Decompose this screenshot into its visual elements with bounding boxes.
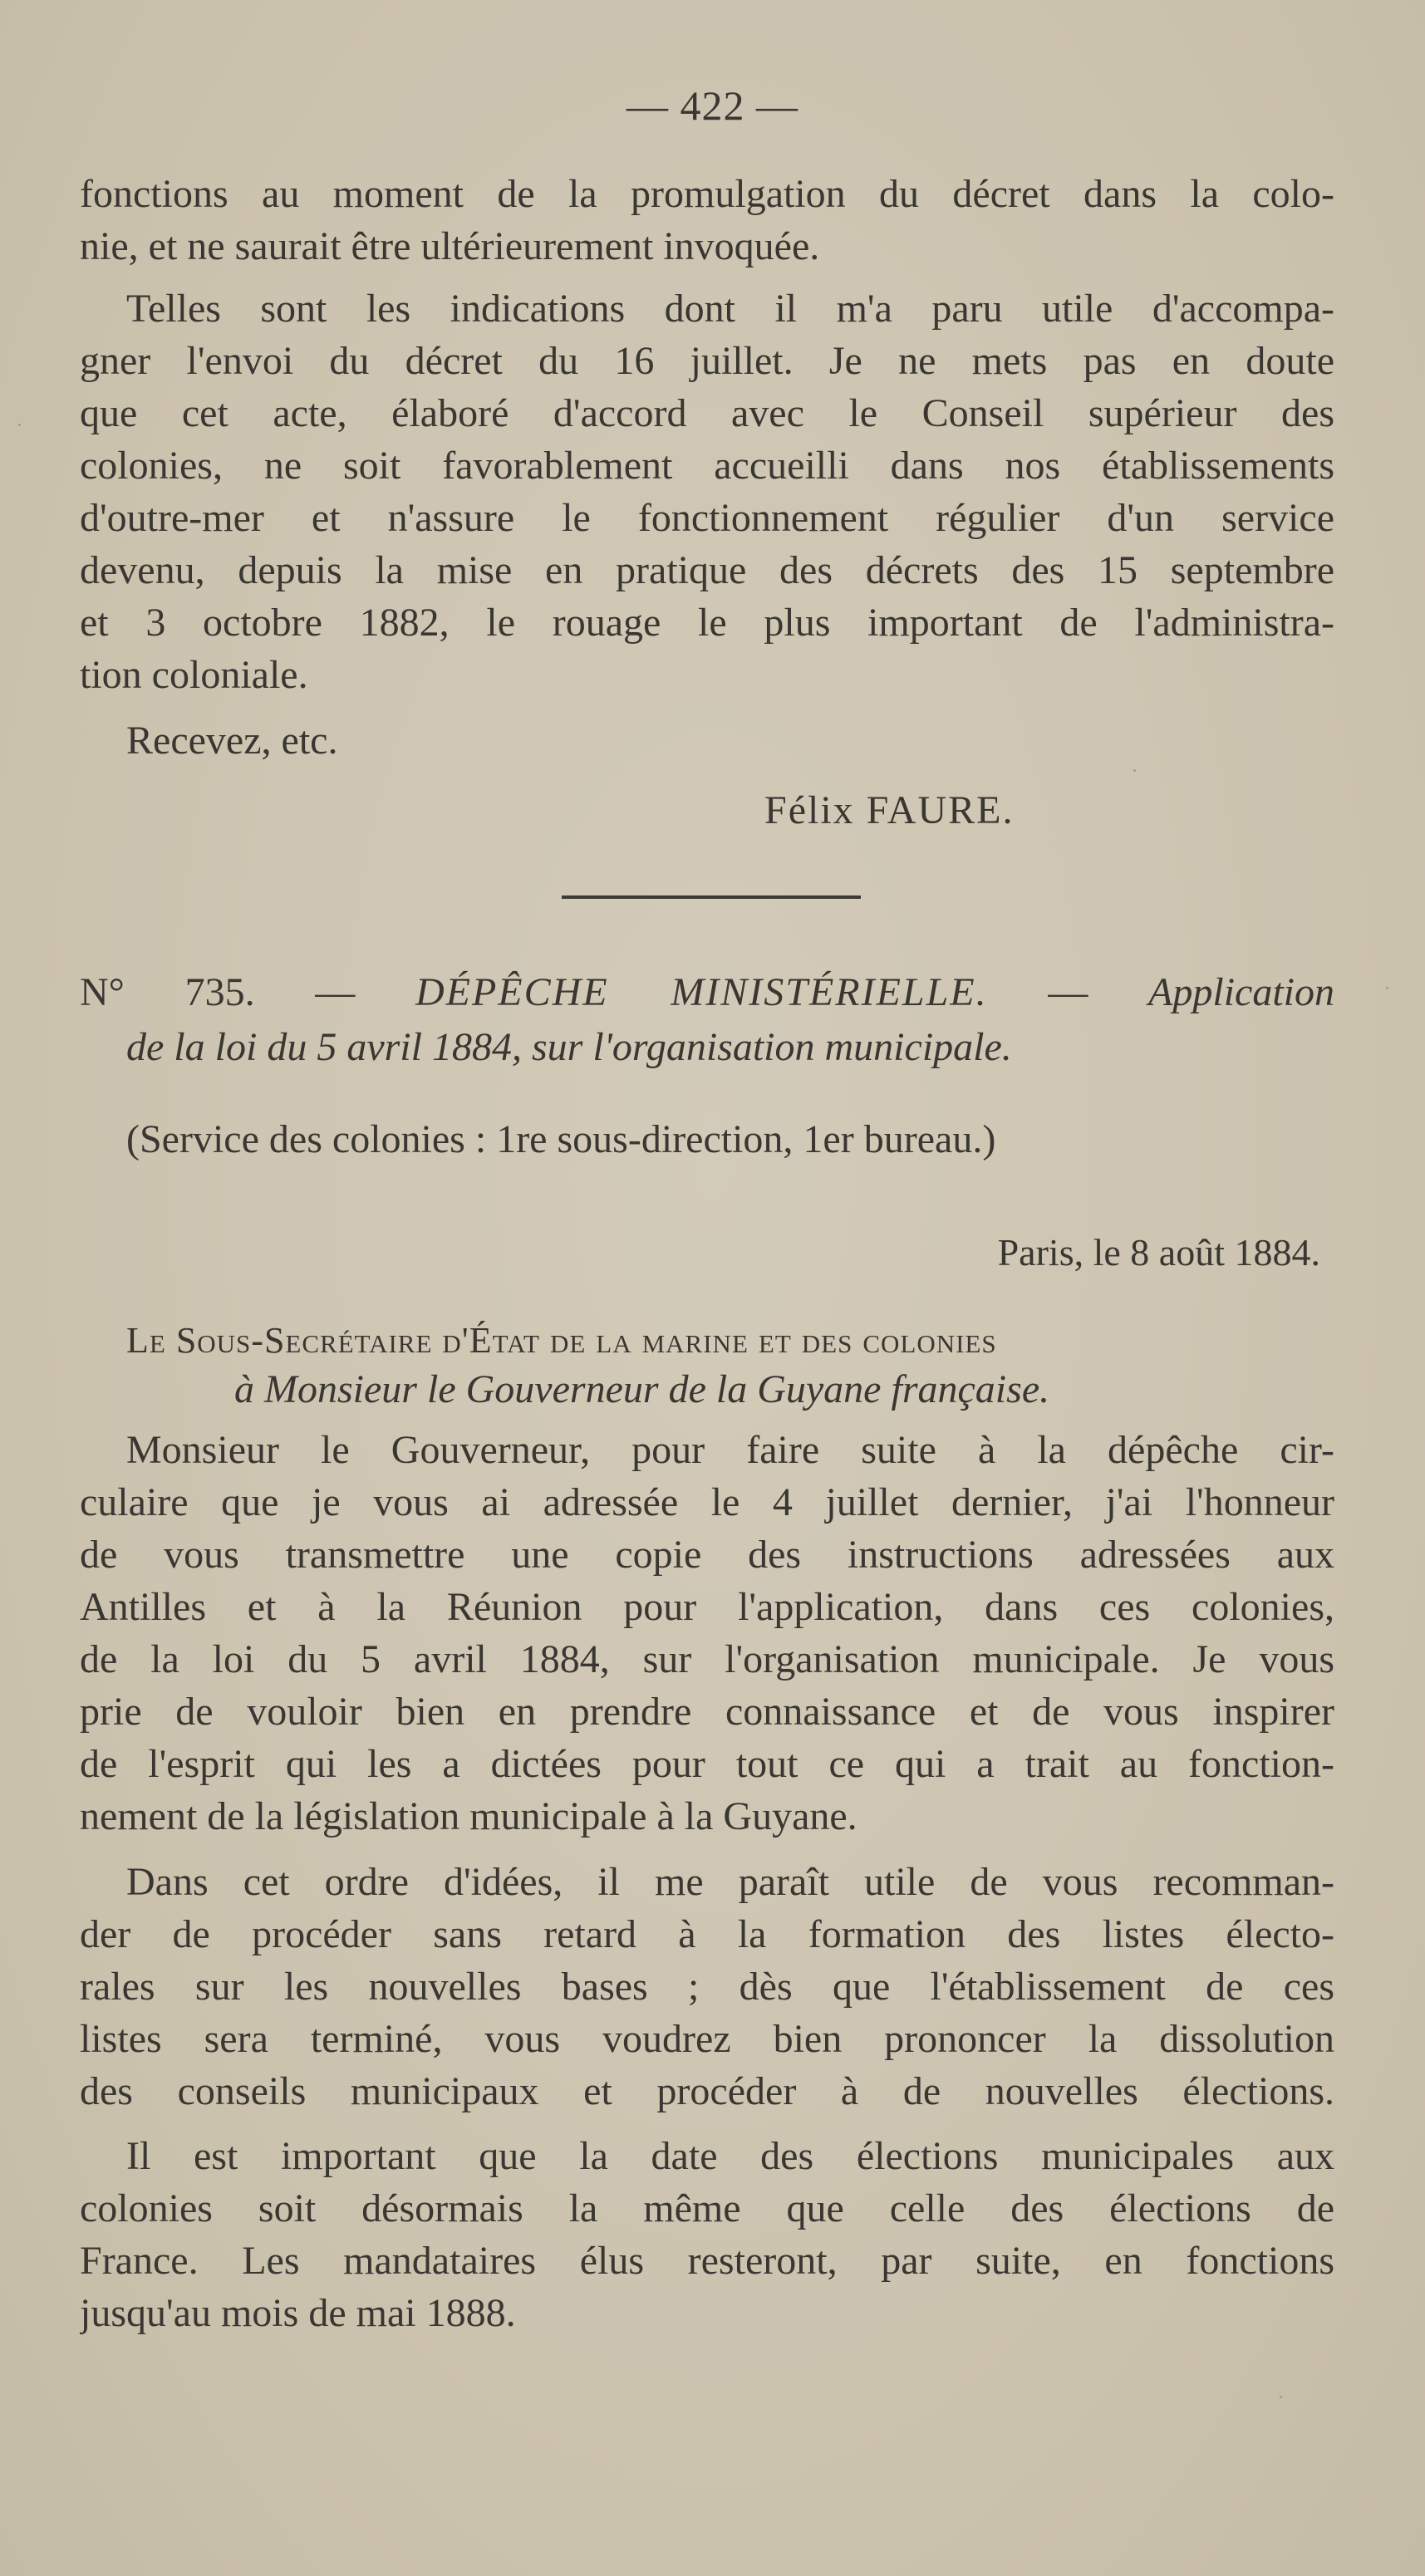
text-line: France. Les mandataires élus resteront, par suite, en fonctions	[80, 2239, 1334, 2283]
section-divider	[562, 895, 861, 899]
text-line: jusqu'au mois de mai 1888.	[80, 2291, 516, 2335]
text-line: de la loi du 5 avril 1884, sur l'organisation municipale. Je vous	[80, 1637, 1334, 1681]
dispatch-heading	[80, 965, 1334, 1075]
letter-paragraph-3	[80, 2130, 1334, 2339]
text-line: Antilles et à la Réunion pour l'application, dans ces colonies,	[80, 1585, 1334, 1629]
text-line: rales sur les nouvelles bases ; dès que l'établissement de ces	[80, 1965, 1334, 2009]
text-line: culaire que je vous ai adressée le 4 juillet dernier, j'ai l'honneur	[80, 1480, 1334, 1524]
dateline: Paris, le 8 août 1884.	[997, 1231, 1320, 1273]
text-line: nie, et ne saurait être ultérieurement invoquée.	[80, 224, 820, 268]
service-note: (Service des colonies : 1re sous-direction, 1er bureau.)	[126, 1117, 996, 1161]
text-line: colonies soit désormais la même que celle des élections de	[80, 2186, 1334, 2230]
text-line: des conseils municipaux et procéder à de nouvelles élections.	[80, 2069, 1334, 2113]
text-line: listes sera terminé, vous voudrez bien prononcer la dissolution	[80, 2017, 1334, 2061]
text-line: Telles sont les indications dont il m'a paru utile d'accompa-	[126, 287, 1334, 331]
text-line: gner l'envoi du décret du 16 juillet. Je ne mets pas en doute	[80, 339, 1334, 383]
closing-formula	[80, 714, 1334, 767]
text-line: et 3 octobre 1882, le rouage le plus important de l'administra-	[80, 601, 1334, 645]
text-line: colonies, ne soit favorablement accueilli dans nos établissements	[80, 444, 1334, 488]
text-line: tion coloniale.	[80, 653, 308, 697]
text-line: de vous transmettre une copie des instructions adressées aux	[80, 1533, 1334, 1577]
dispatch-title: DÉPÊCHE MINISTÉRIELLE.	[415, 970, 988, 1014]
paragraph-indications	[80, 282, 1334, 701]
paper-speck	[18, 424, 21, 426]
text-line: nement de la législation municipale à la Guyane.	[80, 1794, 857, 1838]
address-block	[126, 1317, 1290, 1416]
sender-line: Le Sous-Secrétaire d'État de la marine et des colonies	[126, 1320, 997, 1361]
heading-line-1	[80, 965, 1334, 1020]
text-line: devenu, depuis la mise en pratique des décrets des 15 septembre	[80, 548, 1334, 592]
text-line: d'outre-mer et n'assure le fonctionnement régulier d'un service	[80, 496, 1334, 540]
dispatch-number: N° 735. —	[80, 970, 356, 1014]
paper-speck	[1133, 769, 1136, 772]
text-line: de l'esprit qui les a dictées pour tout ce qui a trait au fonction-	[80, 1742, 1334, 1786]
text-line: Monsieur le Gouverneur, pour faire suite à la dépêche cir-	[126, 1428, 1334, 1472]
dispatch-subject-continued: de la loi du 5 avril 1884, sur l'organisation municipale.	[126, 1025, 1012, 1069]
paper-speck	[1386, 987, 1388, 989]
page-number: — 422 —	[627, 82, 798, 129]
letter-paragraph-2	[80, 1856, 1334, 2117]
text-line: Il est important que la date des élections municipales aux	[126, 2134, 1334, 2178]
text-line: Dans cet ordre d'idées, il me paraît utile de vous recomman-	[126, 1860, 1334, 1904]
closing-text: Recevez, etc.	[126, 719, 338, 763]
text-line: prie de vouloir bien en prendre connaissance et de vous inspirer	[80, 1690, 1334, 1734]
text-line: que cet acte, élaboré d'accord avec le Conseil supérieur des	[80, 391, 1334, 435]
text-line: der de procéder sans retard à la formation des listes électo-	[80, 1912, 1334, 1956]
signature: Félix FAURE.	[764, 788, 1015, 832]
heading-dash: —	[1048, 970, 1088, 1014]
dispatch-subject: Application	[1148, 970, 1334, 1014]
paragraph-continuation	[80, 168, 1334, 272]
paper-speck	[1280, 2396, 1282, 2398]
recipient-line: à Monsieur le Gouverneur de la Guyane française.	[234, 1367, 1050, 1411]
letter-paragraph-1	[80, 1424, 1334, 1842]
text-line: fonctions au moment de la promulgation du décret dans la colo-	[80, 172, 1334, 216]
